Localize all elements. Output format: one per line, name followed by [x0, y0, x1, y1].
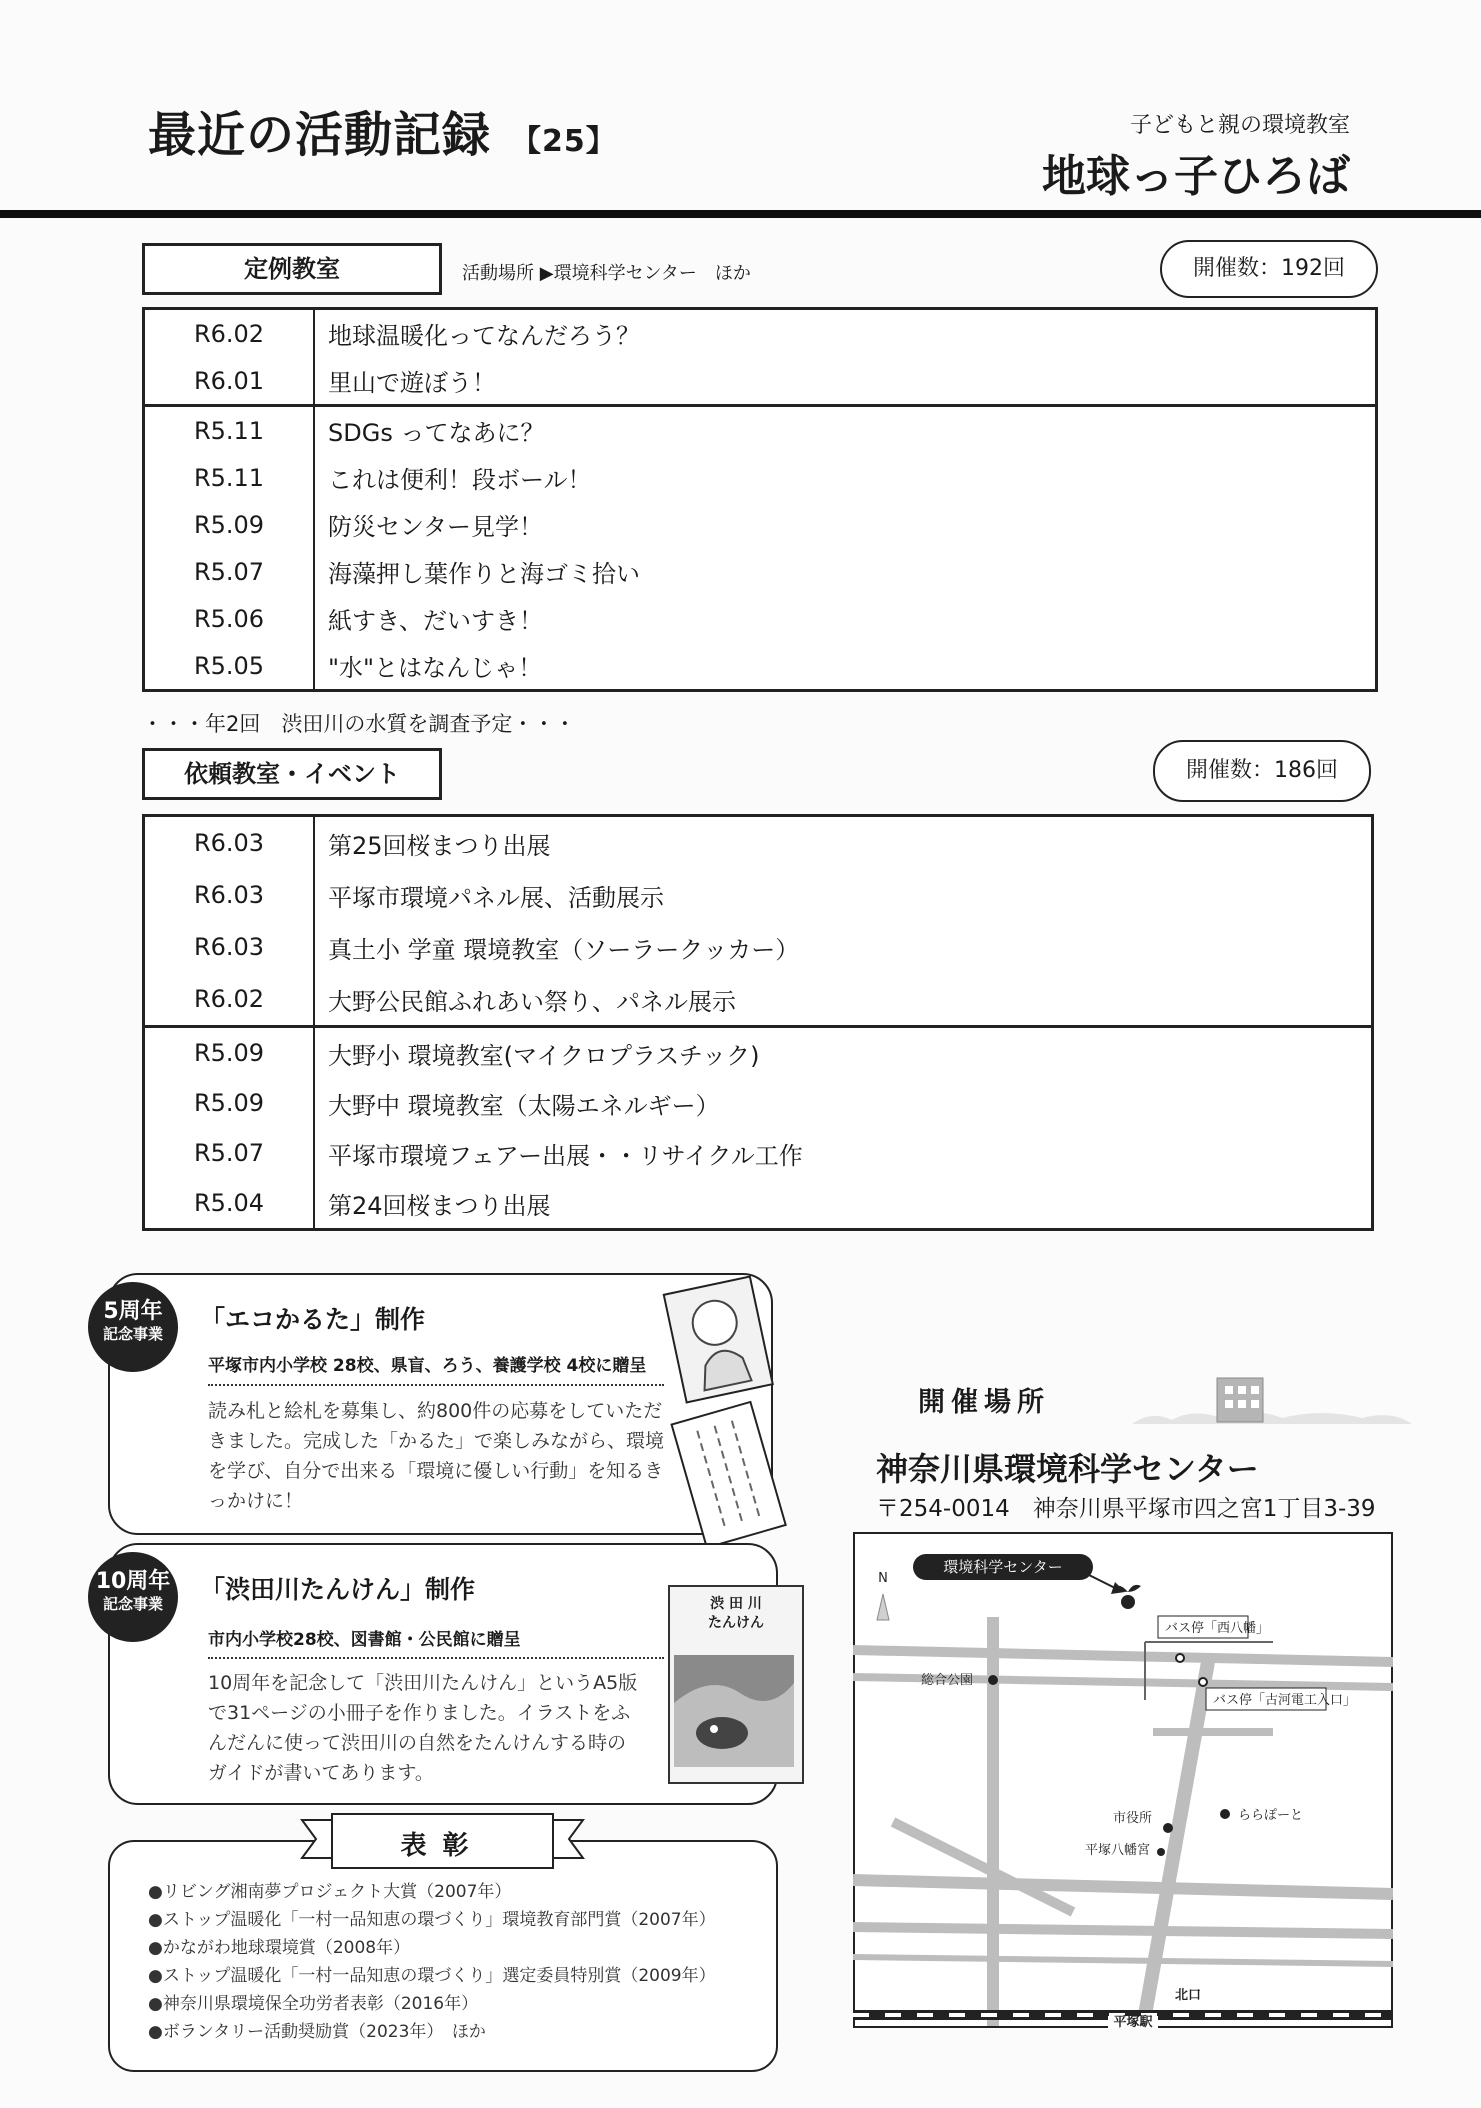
table-row: [144, 921, 1373, 973]
table-row: [144, 642, 1377, 691]
bus-stop-1-marker: [1176, 1654, 1184, 1662]
lalaport-label: ららぽーと: [1238, 1808, 1304, 1823]
row-title: 大野小 環境教室(マイクロプラスチック): [314, 1027, 1373, 1079]
table-row: [144, 869, 1373, 921]
row-title: 第24回桜まつり出展: [328, 1191, 551, 1220]
row-date: R5.07: [144, 1128, 315, 1178]
row-title: これは便利！段ボール！: [328, 466, 592, 494]
row-title: 里山で遊ぼう！: [328, 369, 496, 397]
river-icon: [670, 1633, 798, 1773]
water-survey-note: ・・・年2回 渋田川の水質を調査予定・・・: [142, 712, 576, 736]
award-item: ●かながわ地球環境賞（2008年）: [148, 1938, 411, 1958]
city-hall-label: 市役所: [1113, 1811, 1153, 1826]
row-date: R6.03: [144, 816, 315, 870]
events-table: [142, 814, 1374, 1231]
row-title: 大野中 環境教室（太陽エネルギー）: [328, 1091, 720, 1120]
row-title: 海藻押し葉作りと海ゴミ拾い: [328, 560, 640, 588]
row-date: R5.09: [144, 501, 315, 548]
row-date: R6.02: [144, 309, 315, 358]
dotted-divider: [208, 1384, 664, 1386]
park-marker: [988, 1675, 998, 1685]
table-row: [144, 973, 1373, 1027]
row-title: 大野公民館ふれあい祭り、パネル展示: [328, 987, 736, 1016]
row-date: R5.07: [144, 548, 315, 595]
brand-name: 地球っ子ひろば: [1042, 151, 1350, 202]
table-row: [144, 1027, 1373, 1079]
award-item: ●ボランタリー活動奨励賞（2023年） ほか: [148, 2022, 486, 2042]
bus-stop-2-label: バス停「古河電工入口」: [1213, 1693, 1357, 1708]
kitaguchi-label: 北口: [1175, 1988, 1202, 2003]
row-date: R5.04: [144, 1178, 315, 1230]
row-date: R6.03: [144, 921, 315, 973]
table-row: [144, 1128, 1373, 1178]
page-title: 最近の活動記録 【25】: [148, 107, 617, 163]
karuta-title: 「エコかるた」制作: [200, 1305, 426, 1334]
table-row: [144, 454, 1377, 501]
table-row: [144, 357, 1377, 406]
lalaport-marker: [1220, 1809, 1230, 1819]
park-label: 総合公園: [921, 1673, 974, 1688]
awards-title: 表彰: [400, 1831, 485, 1861]
header-subtitle: 子どもと親の環境教室: [1130, 113, 1351, 138]
table-row: [144, 595, 1377, 642]
row-title: "水"とはなんじゃ！: [328, 654, 543, 682]
bus-stop-1-label: バス停「西八幡」: [1165, 1621, 1270, 1636]
booklet-distribution: 市内小学校28校、図書館・公民館に贈呈: [208, 1630, 521, 1650]
row-date: R5.09: [144, 1078, 315, 1128]
anniversary-badge-10: 10周年 記念事業: [88, 1552, 178, 1642]
row-date: R5.11: [144, 454, 315, 501]
row-title: 真土小 学童 環境教室（ソーラークッカー）: [328, 935, 800, 964]
map-road: [853, 1927, 1393, 1934]
events-section-label: 依頼教室・イベント: [142, 748, 442, 800]
map-north: N: [878, 1571, 888, 1586]
award-item: ●神奈川県環境保全功労者表彰（2016年）: [148, 1994, 479, 2014]
station-label: 平塚駅: [1113, 2015, 1153, 2028]
row-title: 平塚市環境フェアー出展・・リサイクル工作: [328, 1141, 803, 1170]
city-hall-marker: [1163, 1823, 1173, 1833]
row-date: R6.03: [144, 869, 315, 921]
row-title: SDGs ってなあに？: [314, 406, 1377, 455]
table-row: [144, 501, 1377, 548]
booklet-title: 「渋田川たんけん」制作: [200, 1575, 476, 1604]
regular-section-label: 定例教室: [142, 243, 442, 295]
dotted-divider: [208, 1657, 664, 1659]
row-date: R5.09: [144, 1027, 315, 1079]
row-title: 防災センター見学！: [328, 513, 544, 541]
table-row: [144, 1178, 1373, 1230]
row-title: 紙すき、だいすき！: [328, 607, 544, 635]
hachiman-marker: [1157, 1848, 1165, 1856]
award-item: ●ストップ温暖化「一村一品知恵の環づくり」選定委員特別賞（2009年）: [148, 1966, 716, 1986]
award-item: ●ストップ温暖化「一村一品知恵の環づくり」環境教育部門賞（2007年）: [148, 1910, 716, 1930]
center-location-icon: [1121, 1595, 1135, 1609]
row-date: R6.01: [144, 357, 315, 406]
venue-name: 神奈川県環境科学センター: [876, 1450, 1259, 1488]
booklet-cover-title: 渋 田 川 たんけん: [708, 1596, 764, 1631]
table-row: [144, 406, 1377, 455]
row-date: R5.11: [144, 406, 315, 455]
table-row: [144, 1078, 1373, 1128]
map-center-label: 環境科学センター: [943, 1558, 1063, 1576]
table-row: [144, 816, 1373, 870]
row-date: R5.06: [144, 595, 315, 642]
venue-heading: 開催場所: [918, 1387, 1050, 1418]
hachiman-label: 平塚八幡宮: [1085, 1843, 1151, 1858]
table-row: [144, 548, 1377, 595]
table-row: [144, 309, 1377, 358]
regular-count-badge: 開催数：192回: [1160, 240, 1378, 298]
bus-stop-2-marker: [1199, 1678, 1207, 1686]
row-date: R5.05: [144, 642, 315, 691]
karuta-description: 読み札と絵札を募集し、約800件の応募をしていただきました。完成した「かるた」で楽しみながら、環境を学び、自分で出来る「環境に優しい行動」を知るきっかけに！: [208, 1400, 665, 1512]
row-date: R6.02: [144, 973, 315, 1027]
venue-map: [853, 1532, 1393, 2028]
row-title: 平塚市環境パネル展、活動展示: [328, 883, 664, 912]
events-count-badge: 開催数：186回: [1153, 740, 1371, 802]
awards-list: [148, 1878, 716, 2046]
regular-place: 活動場所 ▶環境科学センター ほか: [462, 263, 751, 284]
award-item: ●リビング湘南夢プロジェクト大賞（2007年）: [148, 1882, 512, 1902]
karuta-card-illustration: [660, 1265, 795, 1555]
venue-address: 〒254-0014 神奈川県平塚市四之宮1丁目3-39: [876, 1496, 1376, 1522]
booklet-cover-illustration: [668, 1585, 804, 1784]
issue-number: 【25】: [511, 124, 617, 159]
anniversary-badge-5: 5周年 記念事業: [88, 1282, 178, 1372]
karuta-distribution: 平塚市内小学校 28校、県盲、ろう、養護学校 4校に贈呈: [208, 1356, 647, 1376]
header-divider: [0, 210, 1481, 218]
row-title: 第25回桜まつり出展: [328, 831, 551, 860]
regular-activity-table: [142, 307, 1378, 692]
row-title: 地球温暖化ってなんだろう？: [328, 322, 640, 350]
building-icon: [1132, 1370, 1412, 1426]
booklet-description: 10周年を記念して「渋田川たんけん」というA5版で31ページの小冊子を作りました。イラストをふんだんに使って渋田川の自然をたんけんする時のガイドが書いてあります。: [208, 1672, 638, 1784]
